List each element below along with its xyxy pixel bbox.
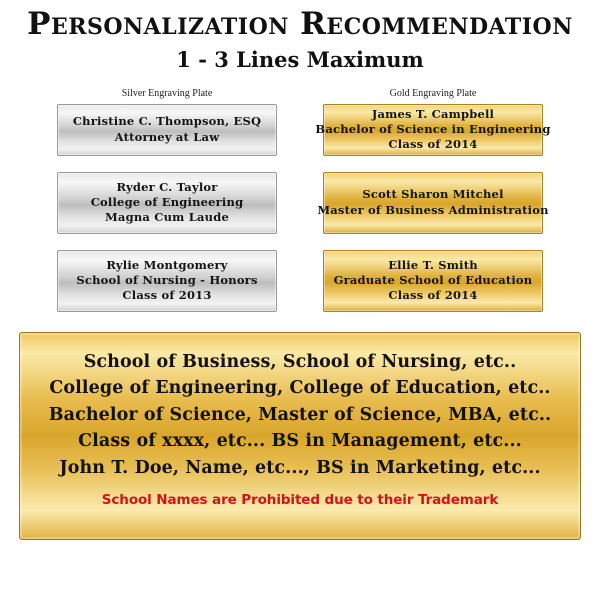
plate-line: Class of 2013 (122, 288, 212, 303)
plate-line: Class of 2014 (388, 137, 478, 152)
plate-line: Rylie Montgomery (106, 257, 228, 272)
example-text-panel (19, 332, 581, 540)
plate-row (57, 172, 549, 234)
plate-line: Scott Sharon Mitchel (362, 187, 504, 202)
plate-line: Ellie T. Smith (388, 257, 478, 272)
plate-row (57, 104, 551, 156)
gold-plate-sample-1 (315, 104, 551, 156)
plate-line: School of Nursing - Honors (76, 272, 258, 287)
plate-line: Class of 2014 (388, 288, 478, 303)
column-headers (0, 88, 600, 99)
trademark-warning: School Names are Prohibited due to their Trademark (101, 491, 499, 508)
plate-line: Ryder C. Taylor (116, 179, 218, 194)
gold-column-label: Gold Engraving Plate (389, 87, 477, 99)
plate-line: James T. Campbell (371, 106, 495, 121)
plate-row (57, 250, 543, 312)
plate-line: Magna Cum Laude (105, 210, 229, 225)
page-title: Personalization Recommendation (27, 6, 573, 42)
gold-plate-sample-3 (323, 250, 543, 312)
plate-line: Graduate School of Education (333, 272, 533, 287)
example-line: School of Business, School of Nursing, etc.. (83, 351, 517, 372)
silver-plate-sample-3 (57, 250, 277, 312)
silver-plate-sample-2 (57, 172, 277, 234)
example-line: Class of xxxx, etc... BS in Management, etc... (78, 431, 522, 452)
gold-plate-sample-2 (317, 172, 549, 234)
silver-plate-sample-1 (57, 104, 277, 156)
example-line: John T. Doe, Name, etc..., BS in Marketing, etc... (59, 457, 541, 478)
plate-line: Master of Business Administration (317, 202, 549, 217)
example-line: Bachelor of Science, Master of Science, MBA, etc.. (48, 404, 552, 425)
silver-column-label: Silver Engraving Plate (121, 87, 213, 99)
page-subtitle: 1 - 3 Lines Maximum (176, 47, 424, 73)
personalization-recommendation-page (0, 8, 600, 608)
plate-samples-grid (0, 104, 600, 312)
example-line: College of Engineering, College of Education, etc.. (49, 378, 551, 399)
plate-line: Attorney at Law (114, 129, 220, 144)
plate-line: Christine C. Thompson, ESQ (72, 114, 262, 129)
plate-line: College of Engineering (90, 194, 244, 209)
plate-line: Bachelor of Science in Engineering (315, 121, 551, 136)
